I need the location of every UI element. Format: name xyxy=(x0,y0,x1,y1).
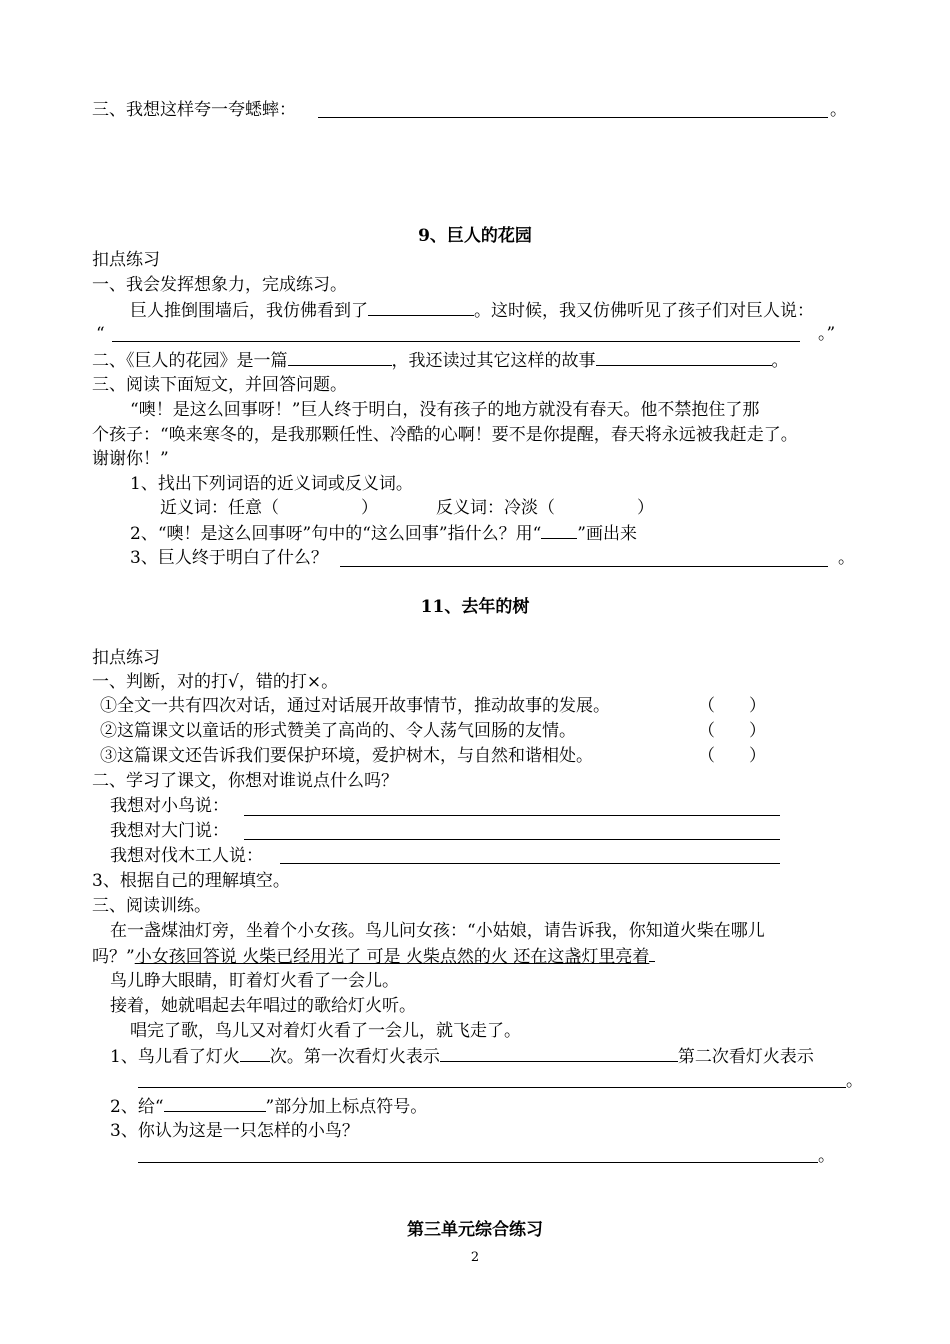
sec11-t3-blank[interactable] xyxy=(138,1162,818,1163)
sec11-say-bird-blank[interactable] xyxy=(244,815,780,816)
sec9-q3: 三、阅读下面短文，并回答问题。 xyxy=(92,375,347,395)
sec9-q2 xyxy=(92,349,789,372)
sec11-reading-line1: 在一盏煤油灯旁，坐着个小女孩。鸟儿问女孩：“小姑娘，请告诉我，你知道火柴在哪儿 xyxy=(110,921,765,941)
sec9-q2-text-b: ，我还读过其它这样的故事 xyxy=(391,351,596,371)
sec9-q1-blank1[interactable] xyxy=(368,299,474,316)
top-q3-blank[interactable] xyxy=(318,117,828,118)
sec11-t3-end: 。 xyxy=(818,1146,835,1166)
sec9-passage-line3: 谢谢你！” xyxy=(92,449,169,469)
sec11-q1: 一、判断，对的打√，错的打×。 xyxy=(92,672,339,692)
sec11-t1-text-b: 次。第一次看灯火表示 xyxy=(269,1047,440,1067)
sec9-passage-line2: 个孩子：“唤来寒冬的，是我那颗任性、冷酷的心啊！要不是你提醒，春天将永远被我赶走了。 xyxy=(92,425,798,445)
sec11-t1-text-c: 第二次看灯火表示 xyxy=(677,1047,814,1067)
sec9-synonym-label: 近义词：任意（ xyxy=(160,498,279,518)
sec11-t3: 3、你认为这是一只怎样的小鸟？ xyxy=(110,1121,359,1141)
sec9-s3: 3、巨人终于明白了什么？ xyxy=(130,548,328,568)
sec9-s2 xyxy=(130,522,637,545)
sec11-t1-end: 。 xyxy=(846,1071,863,1091)
sec11-judge-3-box[interactable]: （ ） xyxy=(698,746,766,766)
sec11-judge-2: ②这篇课文以童话的形式赞美了高尚的、令人荡气回肠的友情。 xyxy=(100,721,576,741)
sec11-reading-line4: 接着，她就唱起去年唱过的歌给灯火听。 xyxy=(110,996,416,1016)
sec11-say-lumberjack-blank[interactable] xyxy=(280,863,780,864)
sec11-t1-second-blank[interactable] xyxy=(138,1087,846,1088)
sec9-q1: 一、我会发挥想象力，完成练习。 xyxy=(92,275,347,295)
sec9-q1-line xyxy=(130,299,814,322)
sec11-q2: 二、学习了课文，你想对谁说点什么吗？ xyxy=(92,771,398,791)
sec9-s2-underline-sample xyxy=(541,522,577,539)
page-number: 2 xyxy=(470,1250,480,1265)
sec9-q1-text-b: 。这时候，我又仿佛听见了孩子们对巨人说： xyxy=(474,301,814,321)
sec9-synonym-close: ） xyxy=(361,498,378,518)
sec11-say-bird: 我想对小鸟说： xyxy=(110,796,229,816)
sec9-s1: 1、找出下列词语的近义词或反义词。 xyxy=(130,474,413,494)
top-q3-end: 。 xyxy=(830,100,847,120)
sec9-s1-antonym xyxy=(436,497,654,519)
sec11-say-gate: 我想对大门说： xyxy=(110,821,229,841)
sec11-t2-text-b: ”部分加上标点符号。 xyxy=(265,1097,428,1117)
sec11-t1-first-blank[interactable] xyxy=(440,1045,678,1062)
sec11-say-gate-blank[interactable] xyxy=(244,839,780,840)
sec9-q1-text-a: 巨人推倒围墙后，我仿佛看到了 xyxy=(130,301,368,321)
sec9-s2-text-b: ”画出来 xyxy=(577,524,637,544)
top-q3-label: 三、我想这样夸一夸蟋蟀： xyxy=(92,100,296,120)
sec9-antonym-label: 反义词：冷淡（ xyxy=(436,498,555,518)
sec9-q2-text-a: 二、《巨人的花园》是一篇 xyxy=(92,351,288,371)
sec9-s2-text-a: 2、“噢！是这么回事呀”句中的“这么回事”指什么？用“ xyxy=(130,524,542,544)
sec9-q1-close-quote: 。” xyxy=(818,324,836,344)
sec9-q2-blank1[interactable] xyxy=(288,349,392,366)
sec9-s3-end: 。 xyxy=(838,548,855,568)
sec11-reading-line5: 唱完了歌，鸟儿又对着灯火看了一会儿，就飞走了。 xyxy=(130,1021,521,1041)
sec9-passage-line1: “噢！是这么回事呀！”巨人终于明白，没有孩子的地方就没有春天。他不禁抱住了那 xyxy=(130,400,760,420)
sec11-t1-text-a: 1、鸟儿看了灯火 xyxy=(110,1047,240,1067)
sec11-t1-count-blank[interactable] xyxy=(240,1045,270,1062)
sec11-reading-underline-tail xyxy=(649,945,655,962)
top-q3 xyxy=(92,99,296,121)
sec9-s3-blank[interactable] xyxy=(340,566,828,567)
sec11-heading: 扣点练习 xyxy=(92,648,160,668)
sec11-t1 xyxy=(110,1045,814,1068)
sec9-q2-blank2[interactable] xyxy=(596,349,772,366)
sec9-title: 9、巨人的花园 xyxy=(418,226,532,246)
sec11-reading-underlined: 小女孩回答说 火柴已经用光了 可是 火柴点然的火 还在这盏灯里亮着 xyxy=(134,947,650,967)
sec9-q2-end: 。 xyxy=(771,351,789,371)
sec11-judge-1: ①全文一共有四次对话，通过对话展开故事情节，推动故事的发展。 xyxy=(100,696,610,716)
sec11-title: 11、去年的树 xyxy=(420,597,530,617)
sec11-t2 xyxy=(110,1095,427,1118)
sec11-t2-text-a: 2、给“ xyxy=(110,1097,164,1117)
sec9-heading: 扣点练习 xyxy=(92,250,160,270)
sec11-judge-3: ③这篇课文还告诉我们要保护环境，爱护树木，与自然和谐相处。 xyxy=(100,746,593,766)
sec11-reading-line3: 鸟儿睁大眼睛，盯着灯火看了一会儿。 xyxy=(110,971,399,991)
sec11-judge-1-box[interactable]: （ ） xyxy=(698,696,766,716)
sec9-s1-synonym xyxy=(160,497,378,519)
sec11-reading-line2 xyxy=(92,945,655,968)
unit3-title: 第三单元综合练习 xyxy=(407,1220,543,1240)
sec11-reading-line2-a: 吗？” xyxy=(92,947,135,967)
sec11-judge-2-box[interactable]: （ ） xyxy=(698,721,766,741)
sec9-q1-blank2[interactable] xyxy=(112,341,800,342)
sec11-t2-blank xyxy=(164,1095,266,1112)
sec11-q3: 三、阅读训练。 xyxy=(92,896,211,916)
sec11-q3x: 3、根据自己的理解填空。 xyxy=(92,871,290,891)
sec11-say-lumberjack: 我想对伐木工人说： xyxy=(110,846,263,866)
sec9-q1-open-quote: “ xyxy=(96,324,105,344)
sec9-antonym-close: ） xyxy=(637,498,654,518)
